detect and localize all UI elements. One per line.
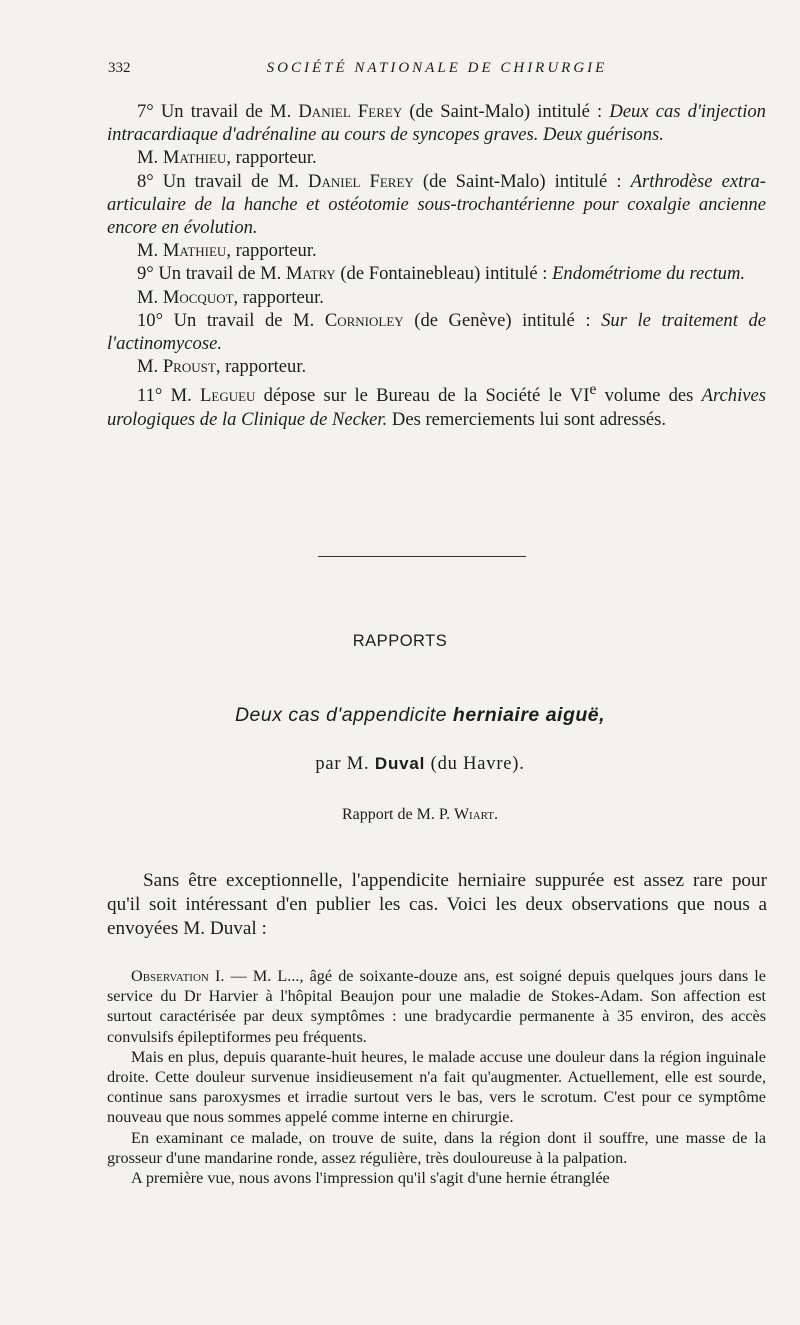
rapporteur-line: M. Proust, rapporteur. [137,356,307,378]
author-name: Legueu [200,385,256,407]
author-name: Duval [374,754,426,773]
work-title: Arthrodèse extra-articulaire de la hanche et ostéotomie sous-trochantérienne pour coxalgie ancienne encore en évolution. [107,170,766,239]
observation-paragraph: Mais en plus, depuis quarante-huit heures, le malade accuse une douleur dans la région inguinale droite. Cette douleur survenue insidieusement n'a fait qu'augmenter. Actuellement, elle est sourde, continue sans paroxysmes et irradie surtout vers le bas, vers le scrotum. C'est pour ce symptôme nouveau que nous sommes appelé comme interne en chirurgie. [107,1047,766,1127]
item-8: 8° Un travail de M. Daniel Ferey (de Saint-Malo) intitulé : Arthrodèse extra-articulaire de la hanche et ostéotomie sous-trochantérienne pour coxalgie ancienne encore en évolution. [107,170,766,239]
observation-block [107,966,766,1188]
page-number: 332 [108,60,131,76]
item-11: 11° M. Legueu dépose sur le Bureau de la Société le VIe volume des Archives urologiques de la Clinique de Necker. Des remerciements lui sont adressés. [107,381,767,430]
author-name: Daniel Ferey [298,101,403,122]
author-name: Cornioley [324,309,404,331]
item-7: 7° Un travail de M. Daniel Ferey (de Saint-Malo) intitulé : Deux cas d'injection intracardiaque d'adrénaline au cours de syncopes graves. Deux guérisons. [107,101,766,146]
work-title: Deux cas d'injection intracardiaque d'adrénaline au cours de syncopes graves. Deux guérisons. [107,101,766,146]
rapporteur-line: M. Mathieu, rapporteur. [137,240,317,262]
report-attribution: Rapport de M. P. Wiart. [341,806,499,823]
article-intro: Sans être exceptionnelle, l'appendicite herniaire suppurée est assez rare pour qu'il soit intéressant d'en publier les cas. Voici les deux observations que nous a envoyées M. Duval : [107,870,767,939]
author-name: Matry [285,263,336,285]
observation-label: Observation I. [131,967,225,985]
author-name: Daniel Ferey [308,170,414,192]
work-title: Archives urologiques de la Clinique de Necker. [107,385,767,430]
session-items [107,100,766,431]
item-10: 10° Un travail de M. Cornioley (de Genève) intitulé : Sur le traitement de l'actinomycose. [107,309,767,355]
work-title: Endométriome du rectum. [552,263,746,285]
rapporteur-line: M. Mocquot, rapporteur. [137,286,324,308]
observation-paragraph: Observation I. — M. L..., âgé de soixante-douze ans, est soigné depuis quelques jours dans le service du Dr Harvier à l'hôpital Beaujon pour une maladie de Stokes-Adam. Son affection est surtout caractérisée par deux symptômes : une bradycardie permanente à 35 environ, des accès convulsifs épileptiformes peu fréquents. [107,967,766,1046]
section-heading: RAPPORTS [352,632,448,650]
observation-paragraph: A première vue, nous avons l'impression qu'il s'agit d'une hernie étranglée [131,1169,610,1188]
rapporteur-line: M. Mathieu, rapporteur. [137,147,317,169]
running-head: SOCIÉTÉ NATIONALE DE CHIRURGIE [266,60,608,76]
article-byline: par M. Duval (du Havre). [315,754,525,774]
work-title: Sur le traitement de l'actinomycose. [107,309,767,355]
page-header [108,60,766,84]
observation-paragraph: En examinant ce malade, on trouve de suite, dans la région dont il souffre, une masse de la grosseur d'une mandarine ronde, assez régulière, très douloureuse à la palpation. [107,1128,766,1167]
section-divider [318,556,526,557]
article-title: Deux cas d'appendicite herniaire aiguë, [234,704,606,726]
item-9: 9° Un travail de M. Matry (de Fontainebleau) intitulé : Endométriome du rectum. [137,263,746,285]
